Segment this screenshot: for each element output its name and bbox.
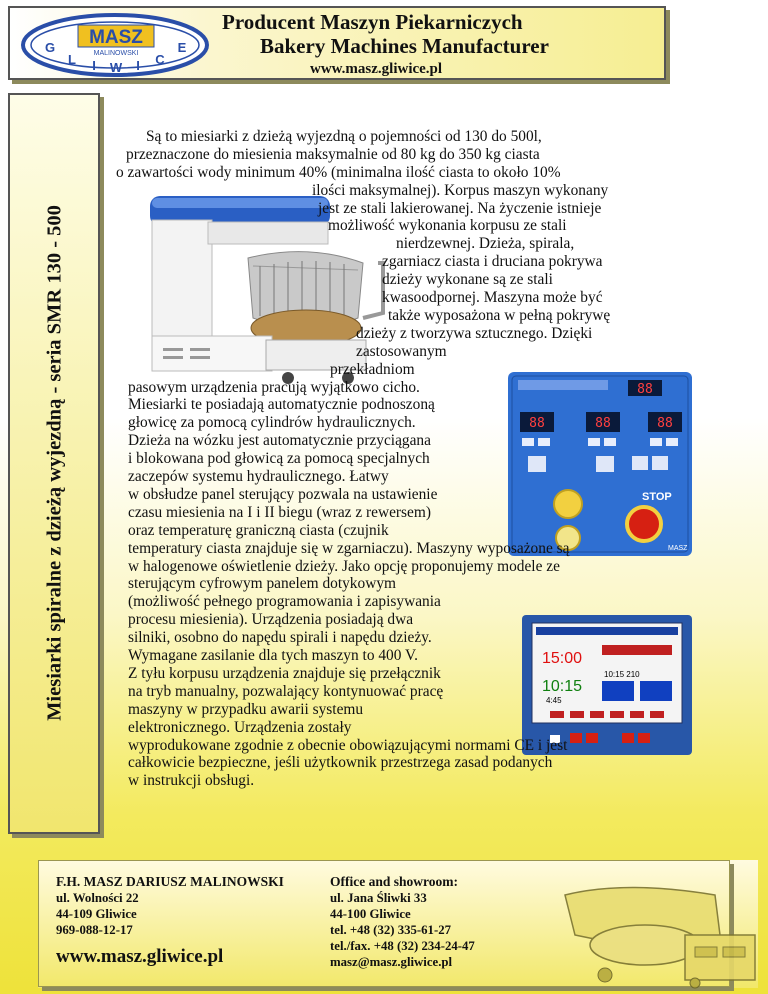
svg-text:MALINOWSKI: MALINOWSKI bbox=[93, 50, 139, 57]
text-line: kwasoodpornej. Maszyna może być bbox=[382, 289, 603, 306]
text-line: w instrukcji obsługi. bbox=[128, 772, 255, 789]
header-banner bbox=[8, 6, 666, 80]
text-line: jest ze stali lakierowanej. Na życzenie istnieje bbox=[318, 200, 602, 217]
text-line: zastosowanym bbox=[356, 343, 447, 360]
text-line: wyprodukowane zgodnie z obecnie obowiązującymi normami CE i jest bbox=[128, 737, 568, 754]
svg-text:L: L bbox=[68, 52, 76, 67]
text-line: Są to miesiarki z dzieżą wyjezdną o pojemności od 130 do 500l, bbox=[146, 128, 542, 145]
text-line: Miesiarki te posiadają automatycznie podnoszoną bbox=[128, 396, 435, 413]
masz-logo bbox=[20, 12, 210, 78]
svg-text:4:45: 4:45 bbox=[546, 696, 562, 705]
svg-text:10:15 210: 10:15 210 bbox=[604, 670, 640, 679]
text-line: dzieży wykonane są ze stali bbox=[382, 271, 553, 288]
text-line: o zawartości wody minimum 40% (minimalna ilość ciasta to około 10% bbox=[116, 164, 561, 181]
text-line: całkowicie bezpieczne, jeśli użytkownik przestrzega zasad podanych bbox=[128, 754, 553, 771]
svg-text:88: 88 bbox=[657, 416, 673, 431]
header-url[interactable]: www.masz.gliwice.pl bbox=[310, 61, 443, 77]
svg-text:88: 88 bbox=[637, 382, 653, 397]
text-line: temperatury ciasta znajduje się w zgarniaczu). Maszyny wyposażone są bbox=[128, 540, 570, 557]
text-line: przeznaczone do miesienia maksymalnie od 80 kg do 350 kg ciasta bbox=[126, 146, 540, 163]
text-line: w halogenowe oświetlenie dzieży. Jako opcję proponujemy modele ze bbox=[128, 558, 560, 575]
text-line: pasowym urządzenia pracują wyjątkowo cicho. bbox=[128, 379, 420, 396]
text-line: zgarniacz ciasta i druciana pokrywa bbox=[382, 253, 603, 270]
svg-text:10:15: 10:15 bbox=[542, 678, 583, 695]
text-line: silniki, osobno do napędu spirali i napędu dzieży. bbox=[128, 629, 432, 646]
text-line: maszyny w przypadku awarii systemu bbox=[128, 701, 364, 718]
footer-office-fax: tel./fax. +48 (32) 234-24-47 bbox=[330, 939, 475, 953]
text-line: Wymagane zasilanie dla tych maszyn to 400 V. bbox=[128, 647, 418, 664]
footer-machine-graphic bbox=[545, 875, 765, 990]
text-line: także wyposażona w pełną pokrywę bbox=[388, 307, 611, 324]
text-line: w obsłudze panel sterujący pozwala na ustawienie bbox=[128, 486, 438, 503]
text-line: ilości maksymalnej). Korpus maszyn wykonany bbox=[312, 182, 609, 199]
footer-office-tel: tel. +48 (32) 335-61-27 bbox=[330, 923, 452, 937]
text-line: Z tyłu korpusu urządzenia znajduje się przełącznik bbox=[128, 665, 441, 682]
footer-phone: 969-088-12-17 bbox=[56, 923, 133, 937]
text-line: elektronicznego. Urządzenia zostały bbox=[128, 719, 352, 736]
svg-text:I: I bbox=[92, 58, 96, 73]
sidebar-title-box bbox=[8, 93, 100, 834]
text-line: (możliwość pełnego programowania i zapisywania bbox=[128, 593, 441, 610]
footer-office-address: ul. Jana Śliwki 33 bbox=[330, 891, 427, 905]
footer-city: 44-109 Gliwice bbox=[56, 907, 137, 921]
svg-text:MASZ: MASZ bbox=[89, 27, 143, 48]
text-line: sterującym cyfrowym panelem dotykowym bbox=[128, 575, 396, 592]
svg-text:STOP: STOP bbox=[642, 491, 672, 503]
text-line: dzieży z tworzywa sztucznego. Dzięki bbox=[356, 325, 593, 342]
svg-text:88: 88 bbox=[595, 416, 611, 431]
footer-address: ul. Wolności 22 bbox=[56, 891, 139, 905]
text-line: na tryb manualny, pozwalający kontynuować pracę bbox=[128, 683, 444, 700]
text-line: oraz temperaturę graniczną ciasta (czujnik bbox=[128, 522, 389, 539]
text-line: przekładniom bbox=[330, 361, 415, 378]
sidebar-vertical-title: Miesiarki spiralne z dzieżą wyjezdną - seria SMR 130 - 500 bbox=[43, 205, 66, 721]
header-title-en: Bakery Machines Manufacturer bbox=[260, 34, 549, 58]
svg-text:W: W bbox=[109, 60, 123, 75]
text-line: czasu miesienia na I i II biegu (wraz z rewersem) bbox=[128, 504, 431, 521]
svg-text:88: 88 bbox=[529, 416, 545, 431]
svg-text:G: G bbox=[44, 40, 56, 55]
text-line: i blokowana pod głowicą za pomocą specjalnych bbox=[128, 450, 430, 467]
footer-company: F.H. MASZ DARIUSZ MALINOWSKI bbox=[56, 874, 284, 889]
svg-text:C: C bbox=[155, 52, 165, 67]
svg-text:MASZ: MASZ bbox=[668, 545, 688, 552]
footer-url[interactable]: www.masz.gliwice.pl bbox=[56, 946, 224, 967]
footer-office-city: 44-100 Gliwice bbox=[330, 907, 411, 921]
text-line: Dzieża na wózku jest automatycznie przyciągana bbox=[128, 432, 431, 449]
footer-office-title: Office and showroom: bbox=[330, 874, 458, 889]
text-line: zaczepów systemu hydraulicznego. Łatwy bbox=[128, 468, 389, 485]
header-title-pl: Producent Maszyn Piekarniczych bbox=[222, 10, 523, 34]
footer-email[interactable]: masz@masz.gliwice.pl bbox=[330, 955, 453, 969]
text-line: głowicę za pomocą cylindrów hydraulicznych. bbox=[128, 414, 416, 431]
control-panel-image bbox=[508, 372, 692, 556]
svg-text:E: E bbox=[177, 40, 187, 55]
touch-panel-image bbox=[522, 615, 692, 755]
text-line: procesu miesienia). Urządzenia posiadają dwa bbox=[128, 611, 414, 628]
svg-text:I: I bbox=[136, 58, 140, 73]
text-line: możliwość wykonania korpusu ze stali bbox=[328, 217, 567, 234]
text-line: nierdzewnej. Dzieża, spirala, bbox=[396, 235, 575, 252]
svg-text:15:00: 15:00 bbox=[542, 650, 583, 667]
